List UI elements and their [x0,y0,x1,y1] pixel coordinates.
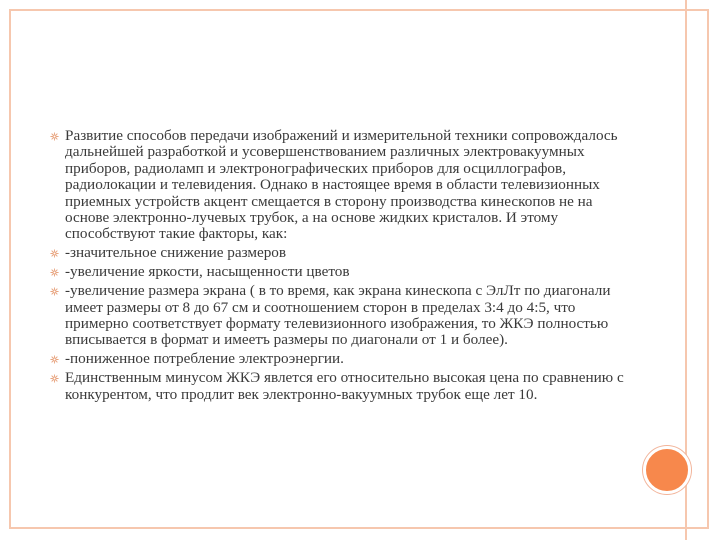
bullet-item-3 [50,264,630,280]
sun-flower-bullet-icon [50,374,59,383]
sun-flower-bullet-icon [50,355,59,364]
sun-flower-bullet-icon [50,268,59,277]
bullet-item-2 [50,245,630,261]
sun-flower-bullet-icon [50,132,59,141]
sun-flower-bullet-icon [50,249,59,258]
bullet-text: -увеличение размера экрана ( в то время, как экрана кинескопа с ЭлЛт по диагонали имеет размеры от 8 до 67 см и соотношением сторон в пределах 3:4 до 4:5, что примерно соответствует формату телевизионного изображения, то ЖКЭ полностью вписывается в формат и имеетъ размеры по диагонали от 1 и более). [65,282,611,349]
bullet-item-6 [50,370,630,403]
bullet-text: -увеличение яркости, насыщенности цветов [65,263,350,281]
sun-flower-bullet-icon [50,287,59,296]
bullet-text: Единственным минусом ЖКЭ явлется его относительно высокая цена по сравнению с конкурентом, что продлит век электронно-вакуумных трубок еще лет 10. [65,369,624,403]
bullet-text: Развитие способов передачи изображений и измерительной техники сопровождалось дальнейшей разработкой и усовершенствованием различных электровакуумных приборов, радиоламп и электронографических приборов для осциллографов, радиолокации и телевидения. Однако в настоящее время в области телевизионных приемных устройств акцент смещается в сторону производства кинескопов не на основе электронно-лучевых трубок, а на основе жидких кристалов. И этому способствуют такие факторы, как: [65,127,618,243]
bullet-item-5 [50,351,630,367]
bullet-item-1 [50,128,630,243]
bullet-text: -значительное снижение размеров [65,244,287,262]
decorative-orange-circle [643,446,691,494]
bullet-text: -пониженное потребление электроэнергии. [65,350,344,368]
bullet-item-4 [50,283,630,349]
bullet-list [50,128,630,403]
